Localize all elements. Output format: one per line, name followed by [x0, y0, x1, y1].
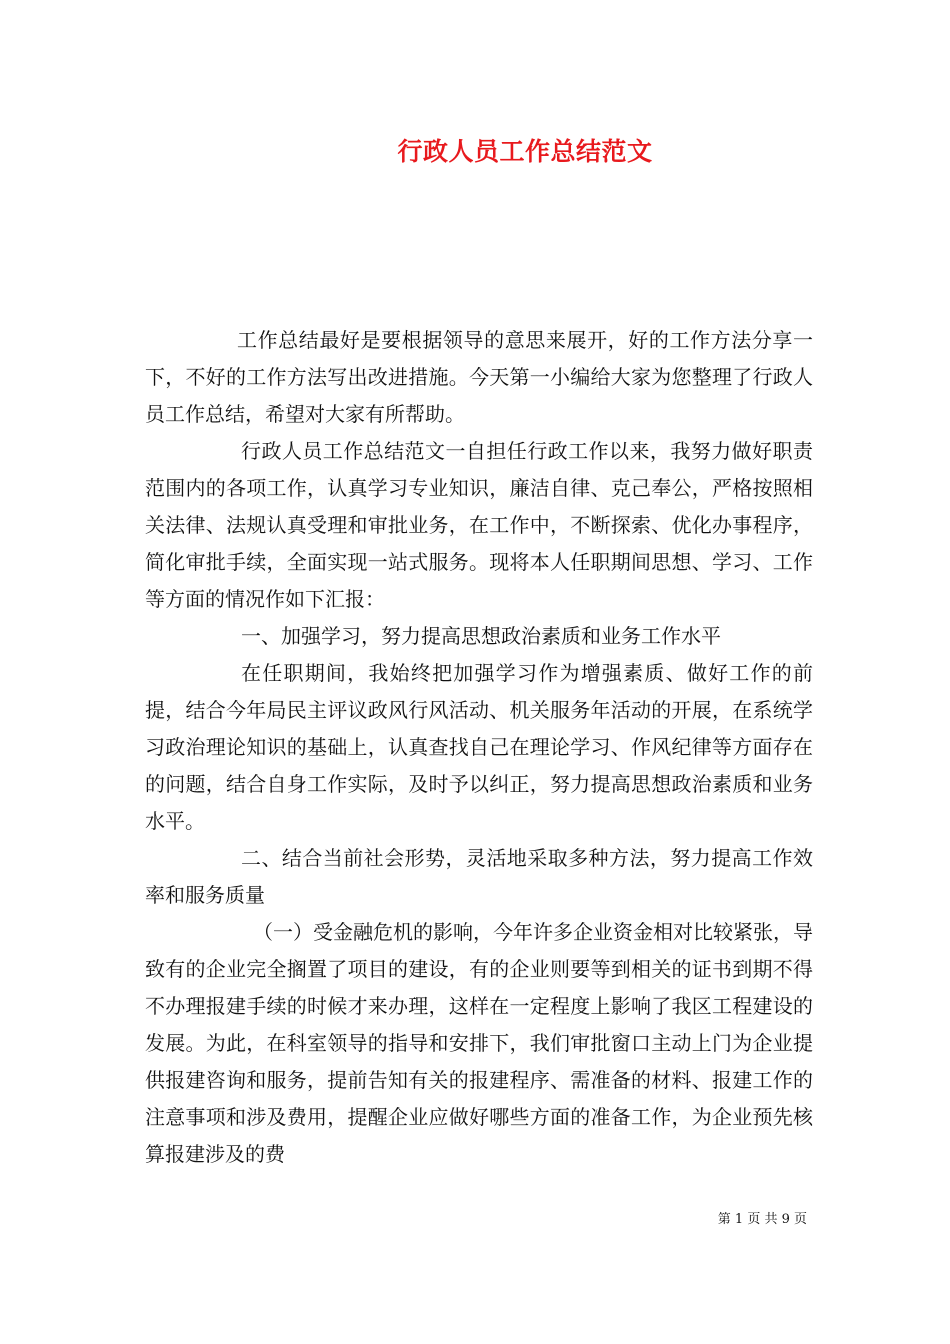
section-heading-two: 二、结合当前社会形势，灵活地采取多种方法，努力提高工作效率和服务质量 [145, 846, 813, 907]
page-number-footer: 第 1 页 共 9 页 [717, 1212, 807, 1227]
paragraph-study: 在任职期间，我始终把加强学习作为增强素质、做好工作的前提，结合今年局民主评议政风行风活动、机关服务年活动的开展，在系统学习政治理论知识的基础上，认真查找自己在理论学习、作风纪律等方面存在的问题，结合自身工作实际，及时予以纠正，努力提高思想政治素质和业务水平。 [145, 661, 813, 833]
paragraph-intro: 工作总结最好是要根据领导的意思来展开，好的工作方法分享一下，不好的工作方法写出改进措施。今天第一小编给大家为您整理了行政人员工作总结，希望对大家有所帮助。 [145, 328, 813, 426]
document-body [145, 322, 813, 1173]
paragraph-financial-crisis: （一）受金融危机的影响，今年许多企业资金相对比较紧张，导致有的企业完全搁置了项目的建设，有的企业则要等到相关的证书到期不得不办理报建手续的时候才来办理，这样在一定程度上影响了我区工程建设的发展。为此，在科室领导的指导和安排下，我们审批窗口主动上门为企业提供报建咨询和服务，提前告知有关的报建程序、需准备的材料、报建工作的注意事项和涉及费用，提醒企业应做好哪些方面的准备工作，为企业预先核算报建涉及的费 [145, 920, 813, 1166]
section-heading-one: 一、加强学习，努力提高思想政治素质和业务工作水平 [241, 624, 721, 648]
document-title: 行政人员工作总结范文 [397, 137, 653, 166]
paragraph-summary-one: 行政人员工作总结范文一自担任行政工作以来，我努力做好职责范围内的各项工作，认真学习专业知识，廉洁自律、克己奉公，严格按照相关法律、法规认真受理和审批业务，在工作中，不断探索、优化办事程序，简化审批手续，全面实现一站式服务。现将本人任职期间思想、学习、工作等方面的情况作如下汇报： [145, 439, 813, 611]
